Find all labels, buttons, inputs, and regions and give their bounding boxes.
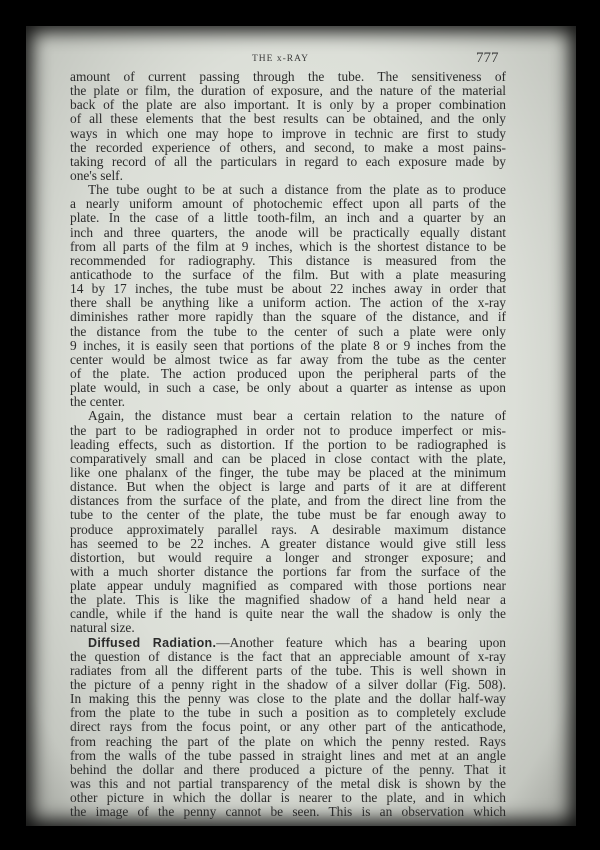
book-page: [26, 26, 576, 826]
text-line: of the plate. The action produced upon the peripheral parts of the: [70, 365, 506, 381]
text-line: radiates from all the different parts of the tube. This is well shown in: [70, 662, 506, 678]
text-line: has seemed to be 22 inches. A greater distance would give still less: [70, 535, 506, 551]
text-line: inch and three quarters, the anode will be practically equally distant: [70, 224, 506, 240]
running-header-title: THE x-RAY: [252, 54, 309, 64]
text-line: candle, while if the hand is quite near the wall the shadow is only the: [70, 606, 506, 622]
text-line: 9 inches, it is easily seen that portions of the plate 8 or 9 inches from the: [70, 337, 506, 353]
text-line: there shall be anything like a uniform action. The action of the x-ray: [70, 295, 506, 311]
text-line: behind the dollar and there produced a picture of the penny. That it: [70, 761, 506, 777]
page-number: 777: [476, 50, 499, 66]
text-line: like one phalanx of the finger, the tube may be placed at the minimum: [70, 464, 506, 480]
text-line: back of the plate are also important. It is only by a proper combination: [70, 97, 506, 113]
text-line: distortion, but would require a longer and stronger exposure; and: [70, 549, 506, 565]
text-line: 14 by 17 inches, the tube must be about 22 inches away in order that: [70, 281, 506, 297]
paragraph: [70, 70, 506, 183]
text-line: plate appear unduly magnified as compared with those portions near: [70, 578, 506, 594]
text-line: of all these elements that the best results can be obtained, and the only: [70, 111, 506, 127]
text-line: the recorded experience of others, and second, to make a most pains-: [70, 139, 506, 155]
paragraphs: [70, 70, 506, 636]
text-line: other picture in which the dollar is nearer to the plate, and in which: [70, 790, 506, 806]
text-line: direct rays from the focus point, or any other part of the anticathode,: [70, 719, 506, 735]
text-line: a nearly uniform amount of photochemic effect upon all parts of the: [70, 196, 506, 212]
text-line: plate would, in such a case, be only about a quarter as intense as upon: [70, 380, 506, 396]
text-line: distances from the surface of the plate, and from the direct line from the: [70, 493, 506, 509]
text-line: comparatively small and can be placed in close contact with the plate,: [70, 450, 506, 466]
text-line: plate. In the case of a little tooth-film, an inch and a quarter by an: [70, 210, 506, 226]
text-line: the picture of a penny right in the shadow of a silver dollar (Fig. 508).: [70, 677, 506, 693]
text-line: the image of the penny cannot be seen. This is an observation which: [70, 804, 506, 820]
text-line: anticathode to the surface of the film. But with a plate measuring: [70, 266, 506, 282]
heading-line-rest: —Another feature which has a bearing upon: [216, 634, 506, 650]
text-line: from reaching the part of the plate on which the penny rested. Rays: [70, 733, 506, 749]
text-line: the part to be radiographed in order not to produce imperfect or mis-: [70, 422, 506, 438]
text-line: amount of current passing through the tube. The sensitiveness of: [70, 69, 506, 84]
text-line: natural size.: [70, 620, 135, 636]
text-line: tube to the center of the plate, the tube must be far enough away to: [70, 507, 506, 523]
text-line: the question of distance is the fact that an appreciable amount of x-ray: [70, 648, 506, 664]
text-line: distance. But when the object is large and parts of it are at different: [70, 479, 506, 495]
text-line: the plate or film, the duration of exposure, and the nature of the material: [70, 83, 506, 99]
text-line: Again, the distance must bear a certain relation to the nature of: [88, 408, 506, 424]
text-line: was this and not partial transparency of the metal disk is shown by the: [70, 776, 506, 792]
text-line: recommended for radiography. This distance is measured from the: [70, 252, 506, 268]
text-line: from the plate to the tube in such a position as to completely exclude: [70, 705, 506, 721]
text-line: ways in which one may hope to improve in technic are first to study: [70, 125, 506, 141]
text-line: from the walls of the tube passed in straight lines and met at an angle: [70, 747, 506, 763]
text-line: center would be almost twice as far away from the tube as the center: [70, 351, 506, 367]
text-line: diminishes rather more rapidly than the square of the distance, and if: [70, 309, 506, 325]
paragraph: [70, 409, 506, 635]
text-line: one's self.: [70, 167, 123, 183]
text-line: leading effects, such as distortion. If the portion to be radiographed is: [70, 436, 506, 452]
text-line: with a much shorter distance the portions far from the surface of the: [70, 563, 506, 579]
text-line: produce approximately parallel rays. A desirable maximum distance: [70, 521, 506, 537]
text-line: the plate. This is like the magnified shadow of a hand held near a: [70, 592, 506, 608]
text-line: the distance from the tube to the center of such a plate were only: [70, 323, 506, 339]
page-body-text: [70, 70, 506, 819]
text-line: from all parts of the film at 9 inches, which is the shortest distance to be: [70, 238, 506, 254]
section-diffused-radiation: [70, 636, 506, 820]
text-line: [70, 636, 506, 650]
text-line: In making this the penny was close to the plate and the dollar half-way: [70, 691, 506, 707]
text-line: the center.: [70, 394, 126, 410]
text-line: The tube ought to be at such a distance from the plate as to produce: [88, 182, 506, 198]
section-lines: [70, 650, 506, 820]
paragraph: [70, 183, 506, 409]
run-in-heading: Diffused Radiation.: [88, 635, 217, 650]
text-line: taking record of all the particulars in regard to each exposure made by: [70, 153, 506, 169]
